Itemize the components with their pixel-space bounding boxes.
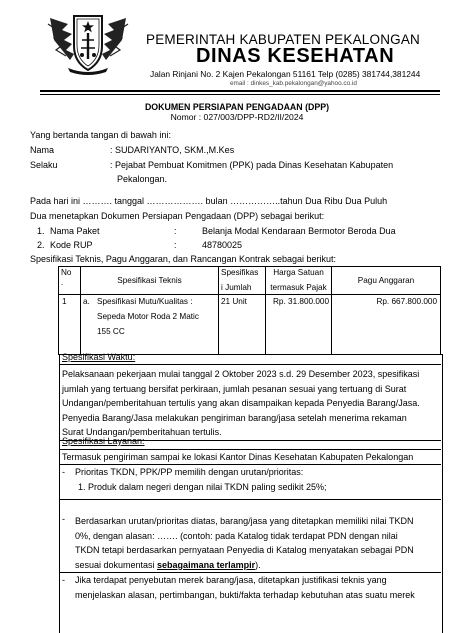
justifikasi-line-1: Jika terdapat penyebutan merek barang/jasa, ditetapkan justifikasi teknis yang bbox=[75, 575, 387, 585]
header-no bbox=[59, 267, 81, 295]
intro-text: Yang bertanda tangan di bawah ini: bbox=[30, 130, 171, 140]
package-colon-1: : bbox=[174, 226, 177, 236]
regency-emblem-logo bbox=[46, 10, 130, 76]
waktu-line-3: Undangan/pemberitahuan tertulis yang akan disampaikan kepada Penyedia Barang/Jasa. bbox=[62, 398, 420, 409]
urutan-line-4-prefix: sesuai dokumentasi bbox=[75, 559, 158, 570]
date-line-cont: Dua menetapkan Dokumen Persiapan Pengadaan (DPP) sebagai berikut: bbox=[30, 211, 325, 221]
signatory-name-label: Nama bbox=[30, 145, 55, 155]
layanan-heading bbox=[62, 436, 145, 447]
package-colon-2: : bbox=[174, 240, 177, 250]
row-spec-line-1: Spesifikasi Mutu/Kualitas : bbox=[97, 297, 193, 306]
document-title: DOKUMEN PERSIAPAN PENGADAAN (DPP) bbox=[144, 102, 330, 112]
divider bbox=[59, 464, 441, 465]
attachment-link[interactable]: sebagaimana terlampir bbox=[157, 559, 256, 570]
signatory-position-value-cont: Pekalongan. bbox=[117, 174, 168, 184]
urutan-body bbox=[75, 514, 439, 572]
urutan-line-1: Berdasarkan urutan/prioritas diatas, barang/jasa yang ditetapkan memiliki nilai TKDN bbox=[75, 516, 414, 526]
header-qty bbox=[219, 267, 266, 295]
row-budget: Rp. 667.800.000 bbox=[332, 295, 441, 355]
office-email: email : dinkes_kab.pekalongan@yahoo.co.id bbox=[230, 80, 357, 87]
header-spec: Spesifikasi Teknis bbox=[81, 267, 219, 295]
justifikasi-line-2: menjelaskan alasan, pertimbangan, bukti/fakta terhadap kebutuhan atas suatu merek bbox=[75, 590, 415, 600]
package-no-2: 2. bbox=[37, 240, 45, 250]
package-value-1: Belanja Modal Kendaraan Bermotor Beroda Dua bbox=[202, 226, 396, 236]
row-no: 1 bbox=[59, 295, 81, 355]
waktu-body bbox=[62, 367, 439, 440]
document-number: Nomor : 027/003/DPP-RD2/II/2024 bbox=[170, 112, 304, 122]
signatory-name-value: : SUDARIYANTO, SKM.,M.Kes bbox=[110, 145, 235, 155]
office-address: Jalan Rinjani No. 2 Kajen Pekalongan 51161 Telp (0285) 381744,381244 bbox=[150, 69, 421, 79]
spec-intro: Spesifikasi Teknis, Pagu Anggaran, dan Rancangan Kontrak sebagai berikut: bbox=[30, 254, 337, 264]
urutan-line-2: 0%, dengan alasan: ……. (contoh: pada Katalog tidak terdapat PDN dengan nilai bbox=[75, 530, 398, 541]
row-spec bbox=[81, 295, 219, 355]
layanan-heading-text: Spesifikasi Layanan: bbox=[62, 436, 145, 446]
header-price-line-2: termasuk Pajak bbox=[270, 283, 327, 292]
waktu-line-2: jumlah yang tertuang bersifat perkiraan, jumlah pesanan sesuai yang tertuang di Surat bbox=[62, 383, 407, 394]
divider bbox=[59, 364, 441, 365]
divider bbox=[59, 499, 441, 500]
layanan-body: Termasuk pengiriman sampai ke lokasi Kantor Dinas Kesehatan Kabupaten Pekalongan bbox=[62, 452, 414, 462]
spec-table-header-row bbox=[59, 267, 441, 295]
waktu-heading bbox=[62, 352, 135, 363]
header-no-line-1: No bbox=[61, 268, 72, 277]
package-label-1: Nama Paket bbox=[50, 226, 100, 236]
letterhead-rule-thick bbox=[40, 90, 440, 92]
header-price-line-1: Harga Satuan bbox=[273, 268, 324, 277]
waktu-line-4: Penyedia Barang/Jasa melakukan pengiriman barang/jasa setelah menerima rekaman bbox=[62, 412, 407, 423]
row-spec-line-3: 155 CC bbox=[97, 327, 125, 336]
row-spec-sub: a. bbox=[83, 297, 90, 306]
signatory-position-value: : Pejabat Pembuat Komitmen (PPK) pada Dinas Kesehatan Kabupaten bbox=[110, 160, 394, 170]
header-qty-line-1: Spesifikas bbox=[221, 268, 259, 277]
header-qty-line-2: i Jumlah bbox=[221, 283, 252, 292]
prioritas-line-1: Prioritas TKDN, PPK/PP memilih dengan urutan/prioritas: bbox=[75, 467, 304, 477]
prioritas-line-2: 1. Produk dalam negeri dengan nilai TKDN paling sedikit 25%; bbox=[78, 482, 327, 492]
urutan-line-4 bbox=[75, 558, 439, 573]
justifikasi-bullet: - bbox=[62, 575, 65, 585]
row-spec-line-2: Sepeda Motor Roda 2 Matic bbox=[97, 312, 199, 321]
urutan-line-3: TKDN tetapi berdasarkan pernyataan Penyedia di Katalog menyatakan sebagai PDN bbox=[75, 545, 414, 556]
signatory-position-label: Selaku bbox=[30, 160, 58, 170]
package-no-1: 1. bbox=[37, 226, 45, 236]
date-line: Pada hari ini ………. tanggal ………………. bulan ……………..tahun Dua Ribu Dua Puluh bbox=[30, 196, 388, 206]
spec-table bbox=[58, 266, 441, 355]
urutan-bullet: - bbox=[62, 514, 65, 524]
letterhead-rule-thin bbox=[40, 94, 440, 95]
urutan-line-4-suffix: ). bbox=[255, 559, 261, 570]
waktu-line-5: Surat Undangan/pemberitahuan tertulis. bbox=[62, 427, 222, 438]
prioritas-bullet: - bbox=[62, 467, 65, 477]
waktu-heading-text: Spesifikasi Waktu: bbox=[62, 352, 136, 362]
department-name: DINAS KESEHATAN bbox=[196, 45, 395, 67]
row-price: Rp. 31.800.000 bbox=[266, 295, 332, 355]
package-label-2: Kode RUP bbox=[50, 240, 93, 250]
waktu-line-1: Pelaksanaan pekerjaan mulai tanggal 2 Oktober 2023 s.d. 29 Desember 2023, spesifikasi bbox=[62, 369, 420, 379]
row-qty: 21 Unit bbox=[219, 295, 266, 355]
header-budget: Pagu Anggaran bbox=[332, 267, 441, 295]
government-name: PEMERINTAH KABUPATEN PEKALONGAN bbox=[146, 32, 421, 47]
divider bbox=[59, 572, 441, 573]
table-row bbox=[59, 295, 441, 355]
package-value-2: 48780025 bbox=[202, 240, 243, 250]
divider bbox=[59, 449, 441, 450]
header-no-line-2: . bbox=[61, 278, 64, 287]
header-price bbox=[266, 267, 332, 295]
